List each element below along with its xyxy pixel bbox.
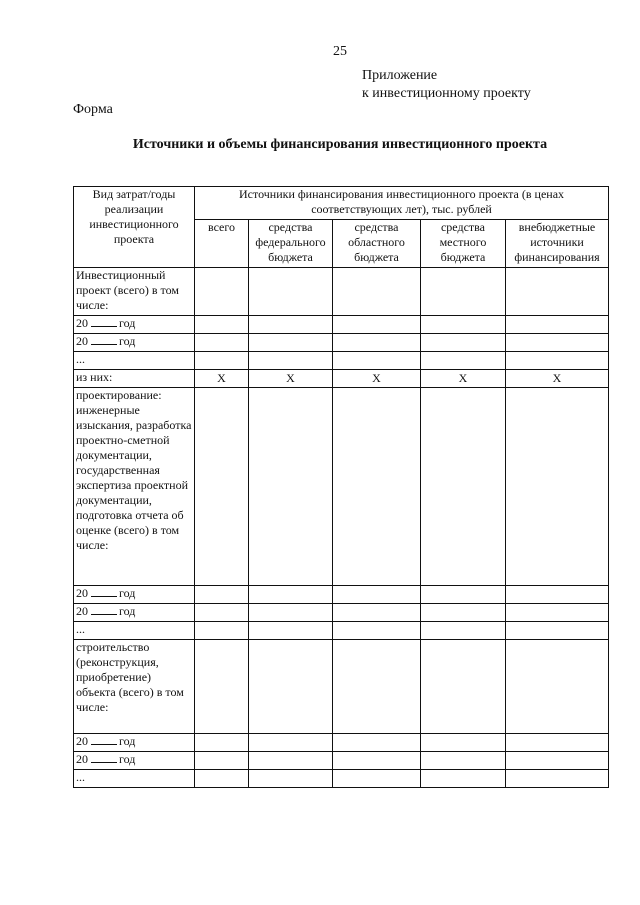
- table-row: [74, 604, 609, 622]
- table-row: [74, 622, 609, 640]
- row-label-year: 20 год: [74, 334, 195, 352]
- document-title: Источники и объемы финансирования инвестиционного проекта: [132, 137, 548, 152]
- header-regional-budget: средства областного бюджета: [333, 220, 421, 268]
- table-row: [74, 640, 609, 734]
- row-label-year: 20 год: [74, 734, 195, 752]
- appendix-note: [362, 67, 531, 103]
- row-label-year: 20 год: [74, 586, 195, 604]
- appendix-line-2: к инвестиционному проекту: [362, 86, 531, 101]
- header-federal-budget: средства федерального бюджета: [249, 220, 333, 268]
- header-financing-sources: Источники финансирования инвестиционного проекта (в ценах соответствующих лет), тыс. рублей: [195, 187, 609, 220]
- header-extrabudgetary: внебюджетные источники финансирования: [506, 220, 609, 268]
- row-label-year: 20 год: [74, 604, 195, 622]
- x-mark: X: [249, 370, 333, 388]
- form-label: Форма: [73, 102, 113, 117]
- row-label-of-which: из них:: [74, 370, 195, 388]
- row-label-ellipsis: ...: [74, 352, 195, 370]
- row-label-project-total: Инвестиционный проект (всего) в том числе:: [74, 268, 195, 316]
- table-row: [74, 734, 609, 752]
- financing-table: [73, 186, 609, 788]
- x-mark: X: [195, 370, 249, 388]
- x-mark: X: [421, 370, 506, 388]
- table-row: [74, 770, 609, 788]
- row-label-year: 20 год: [74, 316, 195, 334]
- x-mark: X: [333, 370, 421, 388]
- table-row: [74, 334, 609, 352]
- table-row: [74, 316, 609, 334]
- table-row: [74, 752, 609, 770]
- header-total: всего: [195, 220, 249, 268]
- x-mark: X: [506, 370, 609, 388]
- table-row: [74, 586, 609, 604]
- header-local-budget: средства местного бюджета: [421, 220, 506, 268]
- appendix-line-1: Приложение: [362, 68, 438, 83]
- row-label-construction: строительство (реконструкция, приобретение) объекта (всего) в том числе:: [74, 640, 195, 734]
- page-number: 25: [333, 44, 347, 59]
- table-row: [74, 388, 609, 586]
- row-label-ellipsis: ...: [74, 770, 195, 788]
- table-row: [74, 352, 609, 370]
- row-label-year: 20 год: [74, 752, 195, 770]
- row-label-design: проектирование: инженерные изыскания, разработка проектно-сметной документации, государственная экспертиза проектной документации, подготовка отчета об оценке (всего) в том числе:: [74, 388, 195, 586]
- table-row: [74, 268, 609, 316]
- header-cost-type: Вид затрат/годы реализации инвестиционного проекта: [74, 187, 195, 268]
- table-row-of-which: [74, 370, 609, 388]
- row-label-ellipsis: ...: [74, 622, 195, 640]
